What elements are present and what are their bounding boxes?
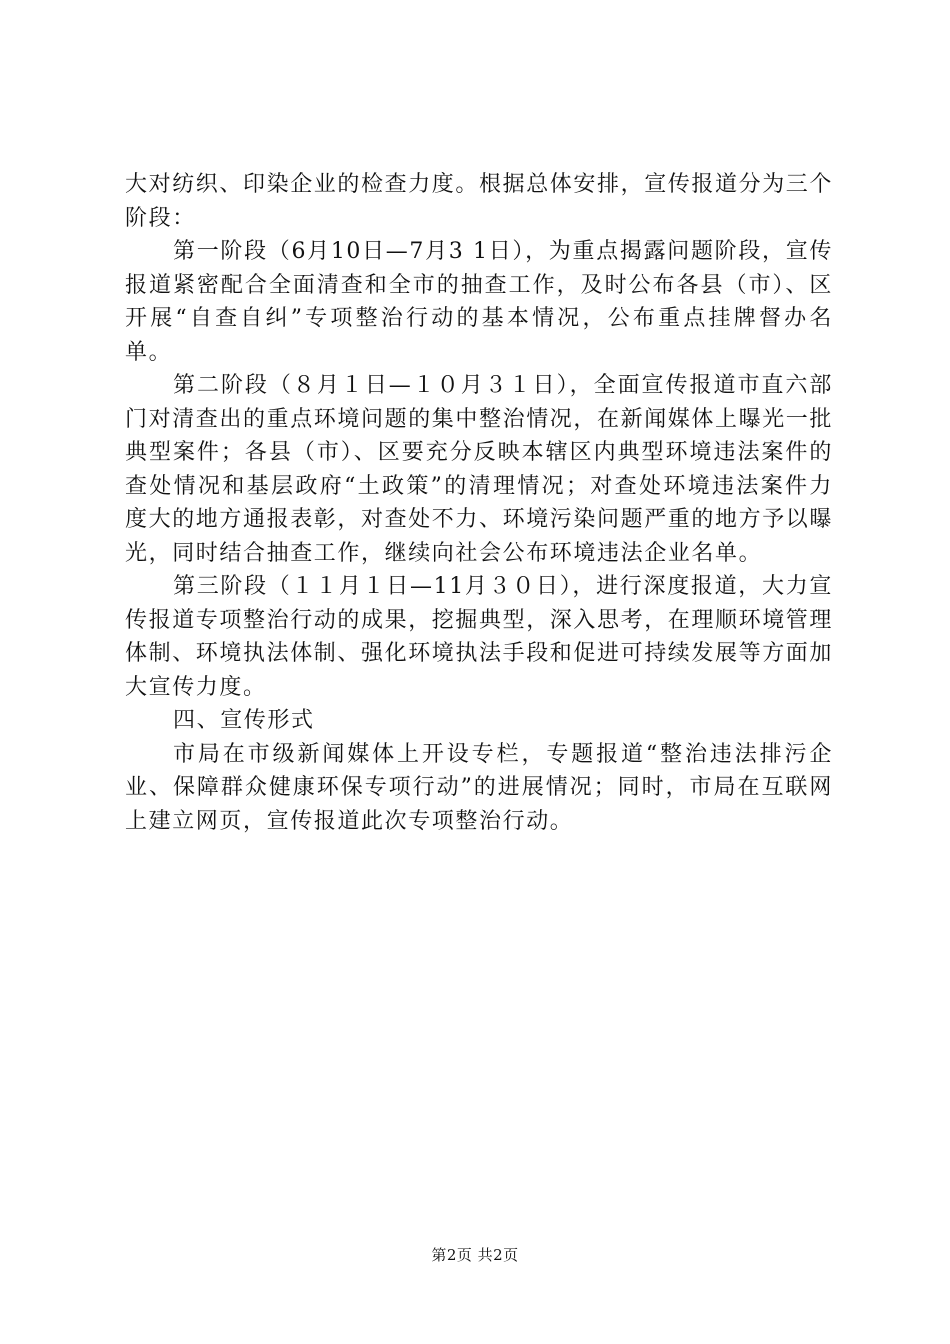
paragraph-continuation: 大对纺织、印染企业的检查力度。根据总体安排，宣传报道分为三个阶段： [125,172,834,231]
document-body [125,168,833,838]
paragraph-publicity-forms: 市局在市级新闻媒体上开设专栏，专题报道“整治违法排污企业、保障群众健康环保专项行动”的进展情况；同时，市局在互联网上建立网页，宣传报道此次专项整治行动。 [125,741,833,834]
paragraph-stage-three: 第三阶段（１１月１日—11月３０日），进行深度报道，大力宣传报道专项整治行动的成果，挖掘典型，深入思考，在理顺环境管理体制、环境执法体制、强化环境执法手段和促进可持续发展等方面加大宣传力度。 [125,574,834,700]
section-heading-publicity-forms: 四、宣传形式 [173,708,315,733]
paragraph-stage-one: 第一阶段（6月10日—7月3 1日），为重点揭露问题阶段，宣传报道紧密配合全面清查和全市的抽查工作，及时公布各县（市）、区开展“自查自纠”专项整治行动的基本情况，公布重点挂牌督办名单。 [125,239,833,365]
paragraph-stage-two: 第二阶段（８月１日—１０月３１日），全面宣传报道市直六部门对清查出的重点环境问题的集中整治情况，在新闻媒体上曝光一批典型案件；各县（市）、区要充分反映本辖区内典型环境违法案件的查处情况和基层政府“土政策”的清理情况；对查处环境违法案件力度大的地方通报表彰，对查处不力、环境污染问题严重的地方予以曝光，同时结合抽查工作，继续向社会公布环境违法企业名单。 [125,373,834,566]
page-number-footer: 第2页 共2页 [431,1246,519,1264]
